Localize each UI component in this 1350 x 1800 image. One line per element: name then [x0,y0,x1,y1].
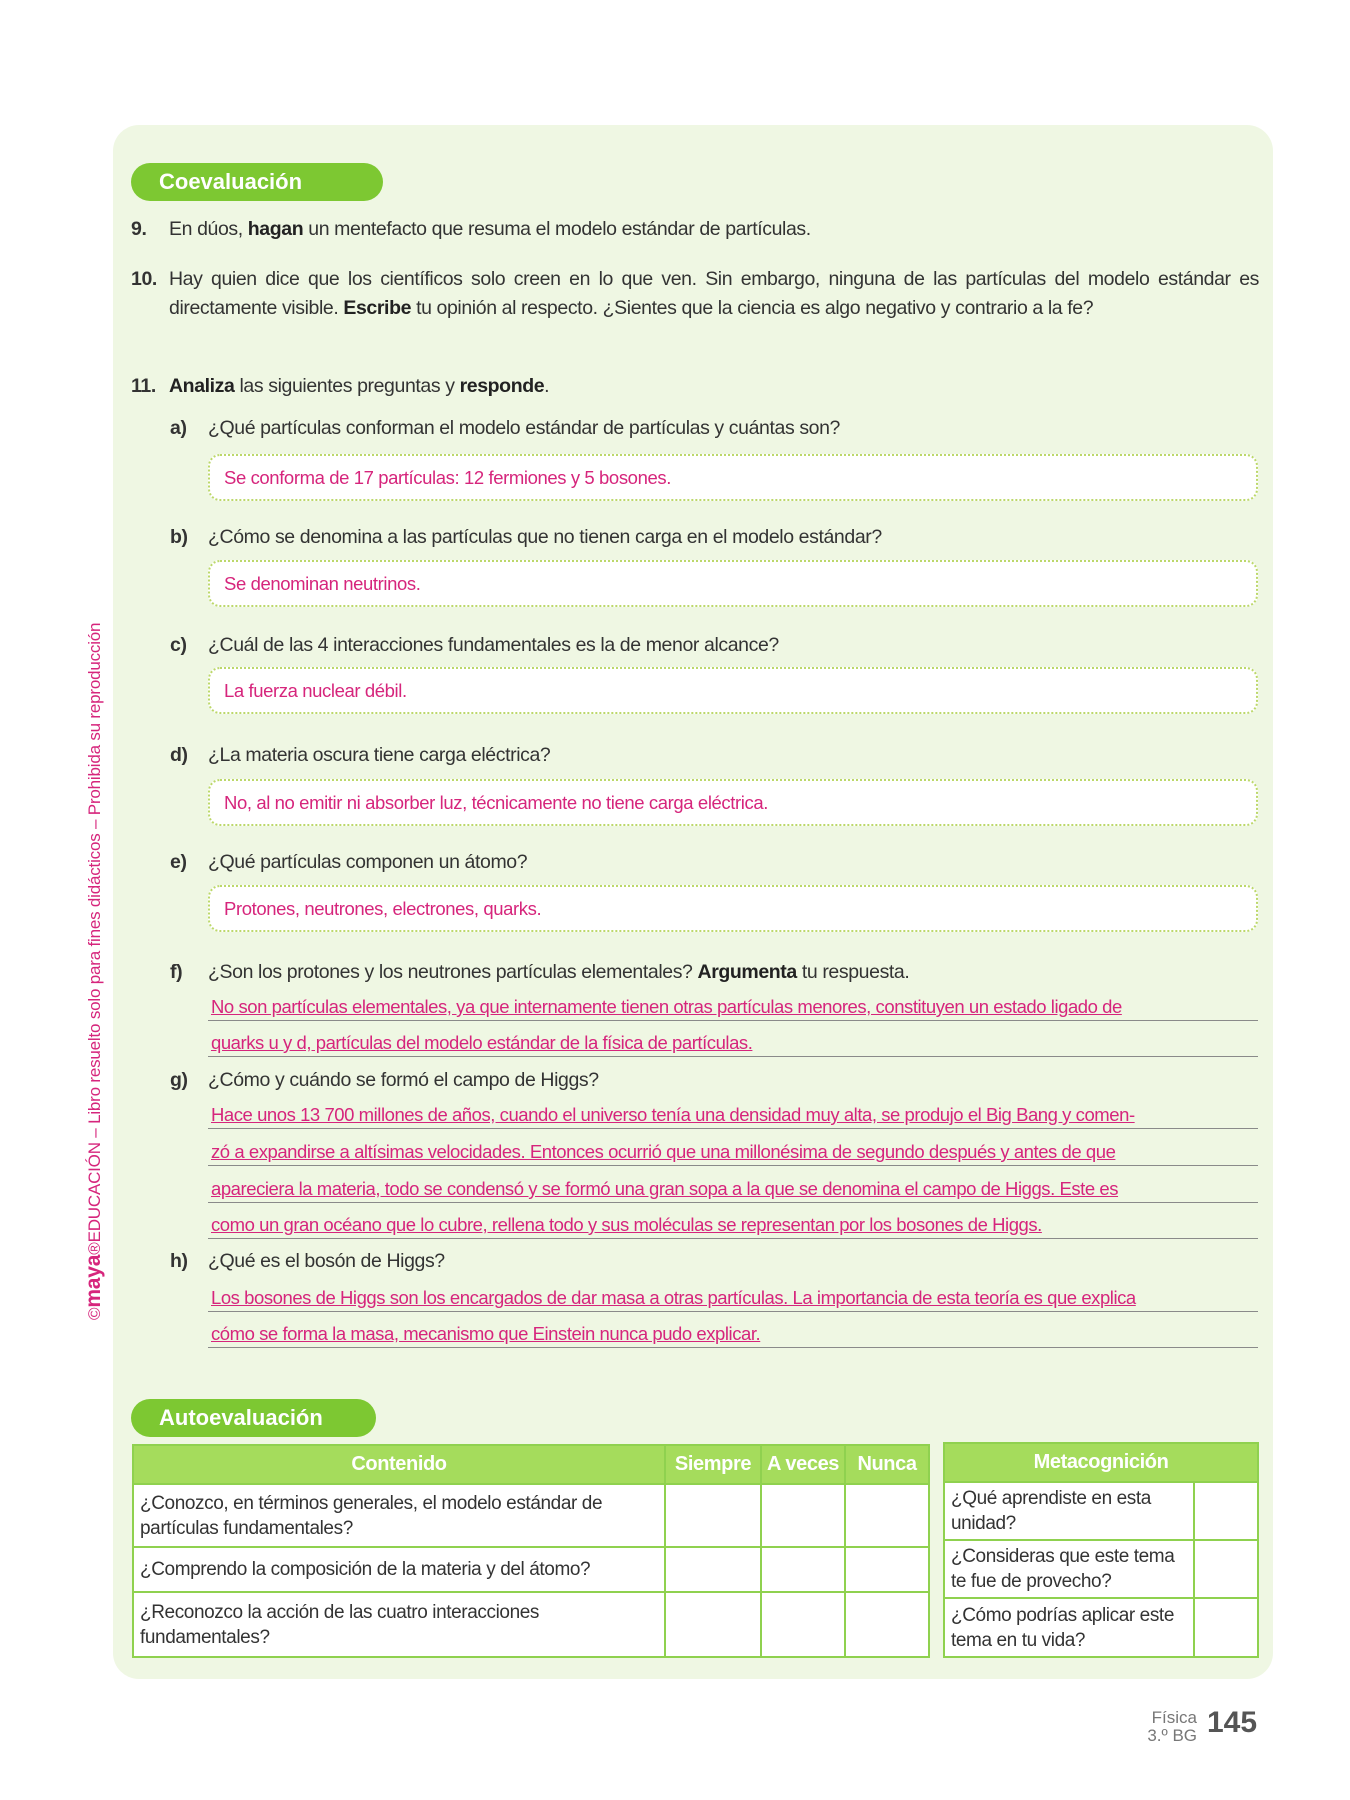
answer-field-c[interactable]: La fuerza nuclear débil. [208,667,1258,714]
row-text: ¿Reconozco la acción de las cuatro interacciones fundamentales? [133,1592,665,1657]
footer-subject [1137,1709,1197,1745]
answer-line[interactable]: zó a expandirse a altísimas velocidades. Entonces ocurrió que una millonésima de segundo después y antes de que [208,1139,1258,1166]
question-text: ¿Cómo se denomina a las partículas que no tienen carga en el modelo estándar? [208,526,882,548]
bold-text: Argumenta [697,961,797,983]
question-number: 11. [131,375,156,397]
answer-line[interactable]: Los bosones de Higgs son los encargados de dar masa a otras partículas. La importancia de esta teoría es que explica [208,1285,1258,1312]
row-text: ¿Qué aprendiste en esta unidad? [944,1482,1194,1540]
answer-line[interactable]: No son partículas elementales, ya que internamente tienen otras partículas menores, constituyen un estado ligado de [208,994,1258,1021]
checkbox-cell[interactable] [845,1484,929,1547]
bold-text: Analiza [169,375,235,397]
letter: f) [170,961,183,983]
question-text: ¿Cómo y cuándo se formó el campo de Higgs? [208,1069,599,1091]
header-siempre: Siempre [665,1445,761,1484]
header-metacognicion: Metacognición [944,1443,1258,1482]
row-text: ¿Consideras que este tema te fue de provecho? [944,1540,1194,1598]
question-text: ¿Son los protones y los neutrones partículas elementales? [208,961,698,983]
row-text: ¿Cómo podrías aplicar este tema en tu vida? [944,1598,1194,1657]
letter: c) [170,634,187,656]
letter: d) [170,744,188,766]
question-text: ¿Qué es el bosón de Higgs? [208,1250,445,1272]
answer-field-b[interactable]: Se denominan neutrinos. [208,560,1258,607]
checkbox-cell[interactable] [845,1547,929,1592]
text: las siguientes preguntas y [234,375,460,397]
table-row [944,1598,1258,1657]
checkbox-cell[interactable] [761,1592,845,1657]
table-row [944,1540,1258,1598]
answer-line[interactable]: cómo se forma la masa, mecanismo que Einstein nunca pudo explicar. [208,1321,1258,1348]
answer-line[interactable]: Hace unos 13 700 millones de años, cuando el universo tenía una densidad muy alta, se produjo el Big Bang y comen- [208,1102,1258,1129]
answer-field-d[interactable]: No, al no emitir ni absorber luz, técnicamente no tiene carga eléctrica. [208,779,1258,826]
text: tu opinión al respecto. ¿Sientes que la ciencia es algo negativo y contrario a la fe? [411,297,1094,319]
text: . [544,375,550,397]
bold-text: responde [459,375,545,397]
checkbox-cell[interactable] [665,1547,761,1592]
question-text: ¿Qué partículas conforman el modelo estándar de partículas y cuántas son? [208,417,841,439]
bold-text: Escribe [343,297,412,319]
page-number: 145 [1207,1706,1258,1739]
text: En dúos, [169,218,248,240]
autoevaluacion-heading: Autoevaluación [131,1399,376,1437]
row-text: ¿Conozco, en términos generales, el modelo estándar de partículas fundamentales? [133,1484,665,1547]
letter: h) [170,1250,188,1272]
letter: a) [170,417,187,439]
question-number: 10. [131,268,157,290]
answer-line[interactable]: como un gran océano que lo cubre, rellena todo y sus moléculas se representan por los bosones de Higgs. [208,1212,1258,1239]
question-text: ¿Qué partículas componen un átomo? [208,851,528,873]
bold-text: hagan [247,218,304,240]
letter: e) [170,851,187,873]
answer-field-e[interactable]: Protones, neutrones, electrones, quarks. [208,885,1258,932]
checkbox-cell[interactable] [761,1547,845,1592]
checkbox-cell[interactable] [665,1592,761,1657]
answer-cell[interactable] [1194,1540,1258,1598]
text: un mentefacto que resuma el modelo estándar de partículas. [303,218,811,240]
question-number: 9. [131,218,147,240]
text: tu respuesta. [796,961,910,983]
brand-logo: maya [82,1254,105,1308]
checkbox-cell[interactable] [761,1484,845,1547]
watermark-text: EDUCACIÓN – Libro resuelto solo para fines didácticos – Prohibida su reproducción [85,622,104,1243]
table-row [133,1484,929,1547]
row-text: ¿Comprendo la composición de la materia y del átomo? [133,1547,665,1592]
question-text: ¿Cuál de las 4 interacciones fundamentales es la de menor alcance? [208,634,779,656]
header-contenido: Contenido [133,1445,665,1484]
header-a-veces: A veces [761,1445,845,1484]
table-header-row [133,1445,929,1484]
table-row [133,1547,929,1592]
text: Hay quien dice que los científicos solo creen en lo que ven. Sin embargo, ninguna de las partículas del modelo estándar es directamente visible. [169,268,1259,319]
table-row [133,1592,929,1657]
checkbox-cell[interactable] [665,1484,761,1547]
letter: b) [170,526,188,548]
grade: 3.º BG [1147,1726,1197,1745]
answer-line[interactable]: apareciera la materia, todo se condensó y se formó una gran sopa a la que se denomina el campo de Higgs. Este es [208,1176,1258,1203]
answer-field-a[interactable]: Se conforma de 17 partículas: 12 fermiones y 5 bosones. [208,454,1258,501]
coevaluacion-heading: Coevaluación [131,163,383,201]
subject: Física [1151,1708,1197,1727]
checkbox-cell[interactable] [845,1592,929,1657]
letter: g) [170,1069,188,1091]
question-text: ¿La materia oscura tiene carga eléctrica? [208,744,551,766]
copyright-watermark: ©maya®EDUCACIÓN – Libro resuelto solo para fines didácticos – Prohibida su reproducción [82,622,105,1320]
metacognition-table [943,1442,1259,1658]
answer-cell[interactable] [1194,1482,1258,1540]
answer-cell[interactable] [1194,1598,1258,1657]
table-row [944,1482,1258,1540]
answer-line[interactable]: quarks u y d, partículas del modelo estándar de la física de partículas. [208,1030,1258,1057]
table-header-row [944,1443,1258,1482]
header-nunca: Nunca [845,1445,929,1484]
self-assessment-table [132,1444,930,1658]
